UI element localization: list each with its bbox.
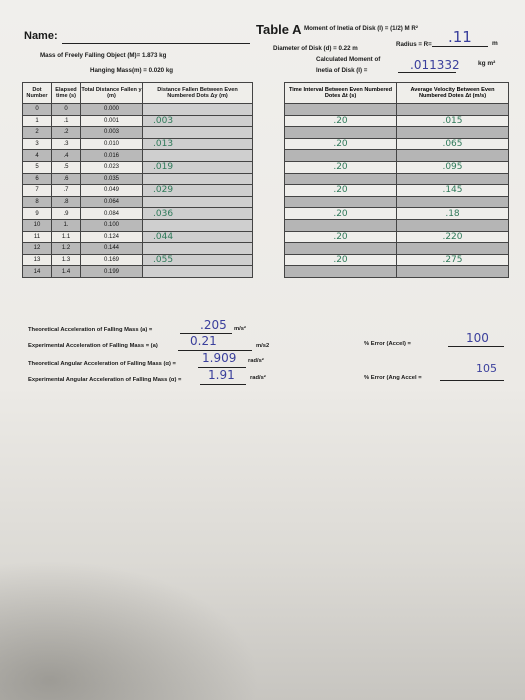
table-row bbox=[23, 138, 311, 150]
theo-accel-label: Theoretical Acceleration of Falling Mass (a) = bbox=[28, 327, 153, 333]
dot-number-cell: 11 bbox=[23, 231, 52, 243]
total-distance-cell: 0.023 bbox=[81, 161, 143, 173]
dot-number-cell: 14 bbox=[23, 266, 52, 278]
radius-line bbox=[432, 46, 488, 47]
elapsed-time-cell: 1.1 bbox=[52, 231, 81, 243]
dot-number-cell: 1 bbox=[23, 115, 52, 127]
table-row bbox=[23, 243, 311, 255]
table-row bbox=[285, 266, 509, 278]
time-interval-cell bbox=[285, 173, 397, 185]
total-distance-cell: 0.000 bbox=[81, 104, 143, 116]
distance-between-cell bbox=[143, 243, 253, 255]
average-velocity-cell bbox=[397, 127, 509, 139]
time-interval-cell bbox=[285, 104, 397, 116]
theo-ang-label: Theoretical Angular Acceleration of Falling Mass (α) = bbox=[28, 361, 176, 367]
time-interval-cell bbox=[285, 219, 397, 231]
total-distance-cell: 0.001 bbox=[81, 115, 143, 127]
dot-number-cell: 13 bbox=[23, 254, 52, 266]
elapsed-time-cell: 1.2 bbox=[52, 243, 81, 255]
average-velocity-cell: .145 bbox=[397, 185, 509, 197]
time-interval-cell bbox=[285, 196, 397, 208]
dot-number-cell: 12 bbox=[23, 243, 52, 255]
total-distance-cell: 0.003 bbox=[81, 127, 143, 139]
dot-number-cell: 4 bbox=[23, 150, 52, 162]
table-row bbox=[285, 254, 509, 266]
table-row bbox=[285, 150, 509, 162]
table-row bbox=[23, 185, 311, 197]
theo-ang-value: 1.909 bbox=[202, 351, 237, 365]
col-dot-number: Dot Number bbox=[23, 83, 52, 104]
inertia-value: .011332 bbox=[410, 58, 460, 72]
elapsed-time-cell: .6 bbox=[52, 173, 81, 185]
radius-value: .11 bbox=[448, 28, 472, 46]
velocity-table bbox=[284, 82, 509, 278]
table-row bbox=[23, 150, 311, 162]
time-interval-cell bbox=[285, 127, 397, 139]
diameter: Diameter of Disk (d) = 0.22 m bbox=[273, 45, 358, 52]
table-row bbox=[23, 208, 311, 220]
average-velocity-cell bbox=[397, 243, 509, 255]
time-interval-cell: .20 bbox=[285, 161, 397, 173]
theo-accel-value: .205 bbox=[200, 318, 227, 332]
dot-number-cell: 3 bbox=[23, 138, 52, 150]
err-ang-label: % Error (Ang Accel = bbox=[364, 375, 422, 381]
table-row bbox=[285, 219, 509, 231]
average-velocity-cell bbox=[397, 266, 509, 278]
table-row bbox=[23, 254, 311, 266]
distance-between-cell: .019 bbox=[143, 161, 253, 173]
elapsed-time-cell: 1.4 bbox=[52, 266, 81, 278]
table-row bbox=[285, 196, 509, 208]
distance-between-cell: .055 bbox=[143, 254, 253, 266]
average-velocity-cell bbox=[397, 219, 509, 231]
table-title: Table A bbox=[256, 22, 302, 37]
table-row bbox=[285, 161, 509, 173]
exp-ang-value: 1.91 bbox=[208, 368, 235, 382]
exp-ang-label: Experimental Angular Acceleration of Falling Mass (α) = bbox=[28, 377, 182, 383]
dot-number-cell: 0 bbox=[23, 104, 52, 116]
total-distance-cell: 0.199 bbox=[81, 266, 143, 278]
average-velocity-cell: .015 bbox=[397, 115, 509, 127]
time-interval-cell: .20 bbox=[285, 208, 397, 220]
time-interval-cell: .20 bbox=[285, 138, 397, 150]
table-row bbox=[23, 173, 311, 185]
average-velocity-cell bbox=[397, 196, 509, 208]
table-row bbox=[285, 104, 509, 116]
theo-accel-unit: m/s² bbox=[234, 326, 246, 332]
distance-between-cell: .003 bbox=[143, 115, 253, 127]
average-velocity-cell: .065 bbox=[397, 138, 509, 150]
average-velocity-cell bbox=[397, 104, 509, 116]
time-interval-cell: .20 bbox=[285, 231, 397, 243]
elapsed-time-cell: .4 bbox=[52, 150, 81, 162]
table-row bbox=[23, 219, 311, 231]
data-table bbox=[22, 82, 311, 278]
exp-ang-line bbox=[200, 384, 246, 385]
table-row bbox=[285, 231, 509, 243]
err-ang-value: 105 bbox=[476, 362, 497, 375]
exp-ang-unit: rad/s² bbox=[250, 375, 266, 381]
distance-between-cell: .044 bbox=[143, 231, 253, 243]
average-velocity-cell: .18 bbox=[397, 208, 509, 220]
elapsed-time-cell: .5 bbox=[52, 161, 81, 173]
table-row bbox=[285, 173, 509, 185]
distance-between-cell: .029 bbox=[143, 185, 253, 197]
distance-between-cell bbox=[143, 173, 253, 185]
dot-number-cell: 9 bbox=[23, 208, 52, 220]
name-line bbox=[62, 43, 250, 44]
time-interval-cell bbox=[285, 266, 397, 278]
elapsed-time-cell: .3 bbox=[52, 138, 81, 150]
table-row bbox=[23, 104, 311, 116]
elapsed-time-cell: .7 bbox=[52, 185, 81, 197]
elapsed-time-cell: 1.3 bbox=[52, 254, 81, 266]
dot-number-cell: 6 bbox=[23, 173, 52, 185]
table-row bbox=[23, 115, 311, 127]
table-row bbox=[23, 161, 311, 173]
total-distance-cell: 0.064 bbox=[81, 196, 143, 208]
elapsed-time-cell: 1. bbox=[52, 219, 81, 231]
col-elapsed-time: Elapsed time (s) bbox=[52, 83, 81, 104]
table-row bbox=[285, 185, 509, 197]
inertia-unit: kg m² bbox=[478, 60, 496, 67]
distance-between-cell bbox=[143, 219, 253, 231]
table-row bbox=[23, 127, 311, 139]
average-velocity-cell bbox=[397, 173, 509, 185]
time-interval-cell: .20 bbox=[285, 254, 397, 266]
col-average-velocity: Average Velocity Between Even Numbered Dotes Δt (m/s) bbox=[397, 83, 509, 104]
radius-label: Radius = R= bbox=[396, 41, 432, 48]
dot-number-cell: 8 bbox=[23, 196, 52, 208]
calc-moment-label: Calculated Moment of bbox=[316, 56, 381, 63]
distance-between-cell bbox=[143, 104, 253, 116]
inertia-line bbox=[398, 72, 456, 73]
err-accel-value: 100 bbox=[466, 331, 489, 345]
err-accel-label: % Error (Accel) = bbox=[364, 341, 411, 347]
distance-between-cell bbox=[143, 266, 253, 278]
total-distance-cell: 0.049 bbox=[81, 185, 143, 197]
distance-between-cell: .036 bbox=[143, 208, 253, 220]
name-label: Name: bbox=[24, 30, 58, 42]
elapsed-time-cell: .8 bbox=[52, 196, 81, 208]
total-distance-cell: 0.169 bbox=[81, 254, 143, 266]
distance-between-cell bbox=[143, 127, 253, 139]
theo-ang-unit: rad/s² bbox=[248, 358, 264, 364]
total-distance-cell: 0.144 bbox=[81, 243, 143, 255]
exp-accel-value: 0.21 bbox=[190, 334, 217, 348]
radius-unit: m bbox=[492, 40, 498, 47]
average-velocity-cell: .220 bbox=[397, 231, 509, 243]
table-row bbox=[23, 196, 311, 208]
table-row bbox=[285, 138, 509, 150]
dot-number-cell: 2 bbox=[23, 127, 52, 139]
distance-between-cell bbox=[143, 196, 253, 208]
average-velocity-cell bbox=[397, 150, 509, 162]
dot-number-cell: 5 bbox=[23, 161, 52, 173]
inertia-label: Inetia of Disk (I) = bbox=[316, 67, 368, 74]
total-distance-cell: 0.084 bbox=[81, 208, 143, 220]
table-row bbox=[23, 231, 311, 243]
col-time-interval: Time Interval Between Even Numbered Dotes Δt (s) bbox=[285, 83, 397, 104]
time-interval-cell: .20 bbox=[285, 115, 397, 127]
total-distance-cell: 0.016 bbox=[81, 150, 143, 162]
total-distance-cell: 0.100 bbox=[81, 219, 143, 231]
exp-accel-label: Experimental Acceleration of Falling Mass = (a) bbox=[28, 343, 158, 349]
distance-between-cell bbox=[143, 150, 253, 162]
table-row bbox=[285, 127, 509, 139]
col-total-distance: Total Distance Fallen y (m) bbox=[81, 83, 143, 104]
distance-between-cell: .013 bbox=[143, 138, 253, 150]
total-distance-cell: 0.124 bbox=[81, 231, 143, 243]
table-row bbox=[285, 115, 509, 127]
average-velocity-cell: .275 bbox=[397, 254, 509, 266]
table-row bbox=[285, 208, 509, 220]
elapsed-time-cell: .9 bbox=[52, 208, 81, 220]
col-distance-between: Distance Fallen Between Even Numbered Dots Δy (m) bbox=[143, 83, 253, 104]
mass-object: Mass of Freely Falling Object (M)= 1.873 kg bbox=[40, 52, 167, 59]
total-distance-cell: 0.010 bbox=[81, 138, 143, 150]
dot-number-cell: 10 bbox=[23, 219, 52, 231]
err-accel-line bbox=[448, 346, 504, 347]
err-ang-line bbox=[440, 380, 504, 381]
time-interval-cell bbox=[285, 150, 397, 162]
table-row bbox=[285, 243, 509, 255]
average-velocity-cell: .095 bbox=[397, 161, 509, 173]
table-row bbox=[23, 266, 311, 278]
time-interval-cell: .20 bbox=[285, 185, 397, 197]
total-distance-cell: 0.035 bbox=[81, 173, 143, 185]
exp-accel-unit: m/s2 bbox=[256, 343, 270, 349]
elapsed-time-cell: 0 bbox=[52, 104, 81, 116]
dot-number-cell: 7 bbox=[23, 185, 52, 197]
page-shadow bbox=[0, 560, 260, 700]
elapsed-time-cell: .2 bbox=[52, 127, 81, 139]
elapsed-time-cell: .1 bbox=[52, 115, 81, 127]
time-interval-cell bbox=[285, 243, 397, 255]
hanging-mass: Hanging Mass(m) = 0.020 kg bbox=[90, 67, 174, 74]
moment-formula: Moment of Inetia of Disk (I) = (1/2) M R² bbox=[304, 25, 418, 32]
